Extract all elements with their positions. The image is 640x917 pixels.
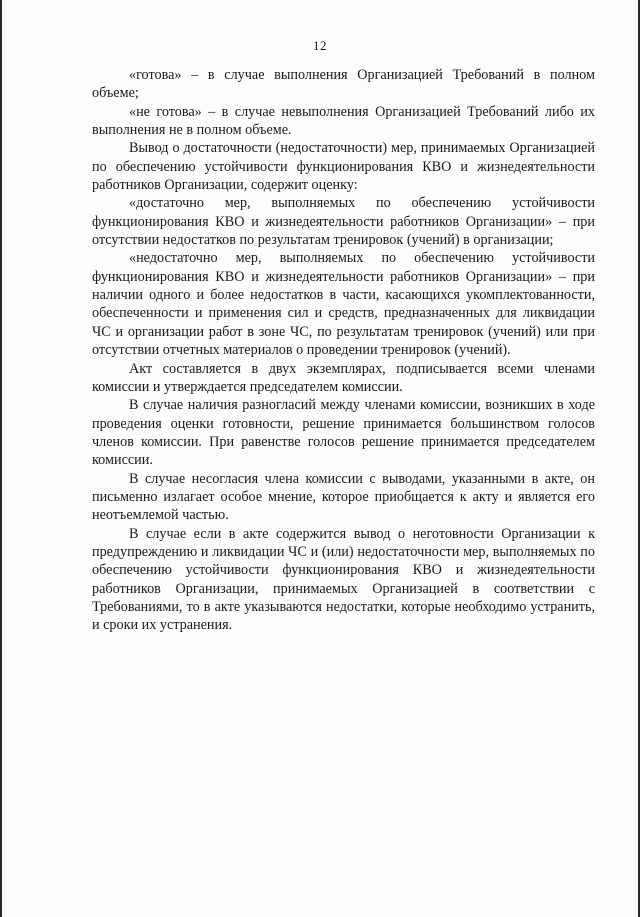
paragraph-dissenting-opinion: В случае несогласия члена комиссии с выводами, указанными в акте, он письменно излагает особое мнение, которое приобщается к акту и является его неотъемлемой частью. bbox=[92, 470, 595, 524]
page-number: 12 bbox=[313, 38, 327, 53]
paragraph-sufficiency-conclusion: Вывод о достаточности (недостаточности) мер, принимаемых Организацией по обеспечению устойчивости функционирования КВО и жизнедеятельности работников Организации, содержит оценку: bbox=[92, 140, 595, 194]
paragraph-ready-status: «готова» – в случае выполнения Организацией Требований в полном объеме; bbox=[92, 67, 595, 102]
document-body bbox=[92, 66, 595, 635]
paragraph-not-ready-status: «не готова» – в случае невыполнения Организацией Требований либо их выполнения не в полном объеме. bbox=[92, 103, 595, 139]
paragraph-insufficient-measures: «недостаточно мер, выполняемых по обеспечению устойчивости функционирования КВО и жизнедеятельности работников Организации» – при наличии одного и более недостатков в части, касающихся укомплектованности, обеспеченности и применения сил и средств, предназначенных для ликвидации ЧС и организации работ в зоне ЧС, по результатам тренировок (учений) или при отсутствии отчетных материалов о проведении тренировок (учений). bbox=[92, 250, 595, 359]
paragraph-disagreements: В случае наличия разногласий между членами комиссии, возникших в ходе проведения оценки готовности, решение принимается большинством голосов членов комиссии. При равенстве голосов решение принимается председателем комиссии. bbox=[92, 397, 595, 469]
scan-edge-left bbox=[0, 0, 2, 917]
paragraph-sufficient-measures: «достаточно мер, выполняемых по обеспечению устойчивости функционирования КВО и жизнедеятельности работников Организации» – при отсутствии недостатков по результатам тренировок (учений) в организации; bbox=[92, 195, 595, 249]
paragraph-unreadiness-deficiencies: В случае если в акте содержится вывод о неготовности Организации к предупреждению и ликвидации ЧС и (или) недостаточности мер, выполняемых по обеспечению устойчивости функционирования КВО и жизнедеятельности работников Организации, принимаемых Организацией в соответствии с Требованиями, то в акте указываются недостатки, которые необходимо устранить, и сроки их устранения. bbox=[92, 525, 595, 634]
paragraph-act-copies: Акт составляется в двух экземплярах, подписывается всеми членами комиссии и утверждается председателем комиссии. bbox=[92, 360, 595, 395]
